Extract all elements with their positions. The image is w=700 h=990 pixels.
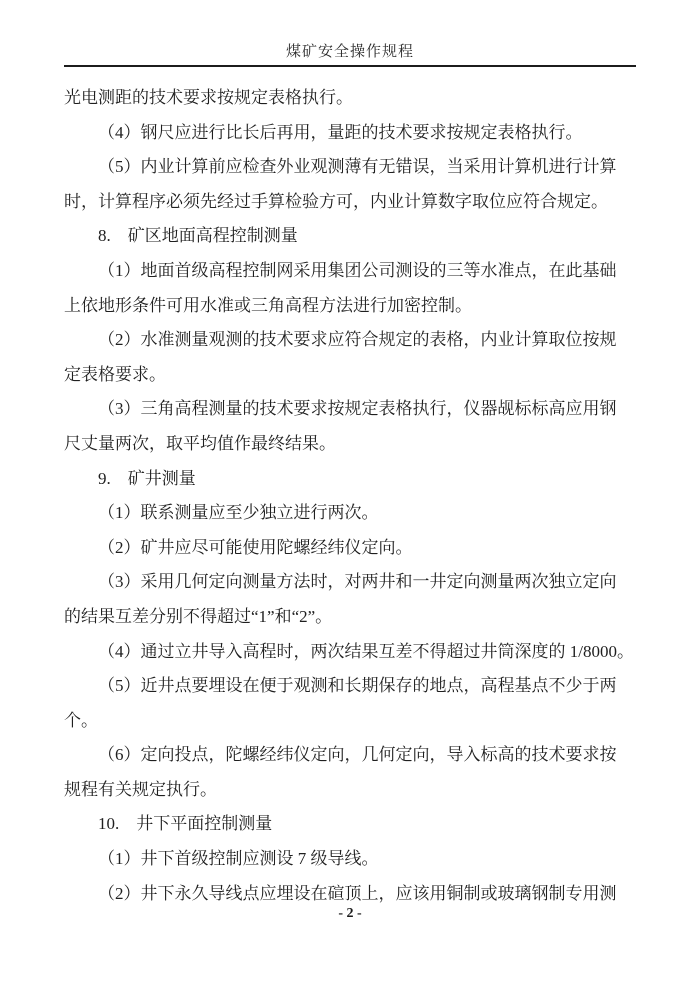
text-line: （3）三角高程测量的技术要求按规定表格执行，仪器觇标标高应用钢 [98,399,617,419]
text-line: 规程有关规定执行。 [64,779,217,799]
text-line: （1）联系测量应至少独立进行两次。 [98,503,379,523]
document-body [64,81,636,911]
text-line: （4）钢尺应进行比长后再用，量距的技术要求按规定表格执行。 [98,122,583,142]
text-line: （6）定向投点，陀螺经纬仪定向，几何定向，导入标高的技术要求按 [98,745,617,765]
text-line: 尺丈量两次，取平均值作最终结果。 [64,433,336,453]
text-line: 时，计算程序必须先经过手算检验方可，内业计算数字取位应符合规定。 [64,191,608,211]
text-line: （2）井下永久导线点应埋设在碹顶上，应该用铜制或玻璃钢制专用测 [98,883,617,903]
page-header-title: 煤矿安全操作规程 [285,44,414,60]
text-line: （1）地面首级高程控制网采用集团公司测设的三等水准点，在此基础 [98,260,617,280]
text-line: 9. 矿井测量 [98,468,196,488]
text-line: 8. 矿区地面高程控制测量 [98,226,298,246]
text-line: （3）采用几何定向测量方法时，对两井和一井定向测量两次独立定向 [98,572,617,592]
text-line: 的结果互差分别不得超过“1”和“2”。 [64,606,333,626]
text-line: （5）内业计算前应检查外业观测薄有无错误，当采用计算机进行计算 [98,157,617,177]
text-line: （4）通过立井导入高程时，两次结果互差不得超过井筒深度的 1/8000。 [98,641,634,661]
text-line: （5）近井点要埋设在便于观测和长期保存的地点，高程基点不少于两 [98,676,617,696]
text-line: （2）水准测量观测的技术要求应符合规定的表格，内业计算取位按规 [98,330,617,350]
text-line: （1）井下首级控制应测设 7 级导线。 [98,849,379,869]
text-line: 个。 [64,710,98,730]
header-divider [64,65,636,67]
page-number: - 2 - [338,906,362,921]
text-line: 10. 井下平面控制测量 [98,814,273,834]
text-line: 上依地形条件可用水准或三角高程方法进行加密控制。 [64,295,472,315]
text-line: 定表格要求。 [64,364,166,384]
text-line: （2）矿井应尽可能使用陀螺经纬仪定向。 [98,537,413,557]
text-line: 光电测距的技术要求按规定表格执行。 [64,88,353,107]
